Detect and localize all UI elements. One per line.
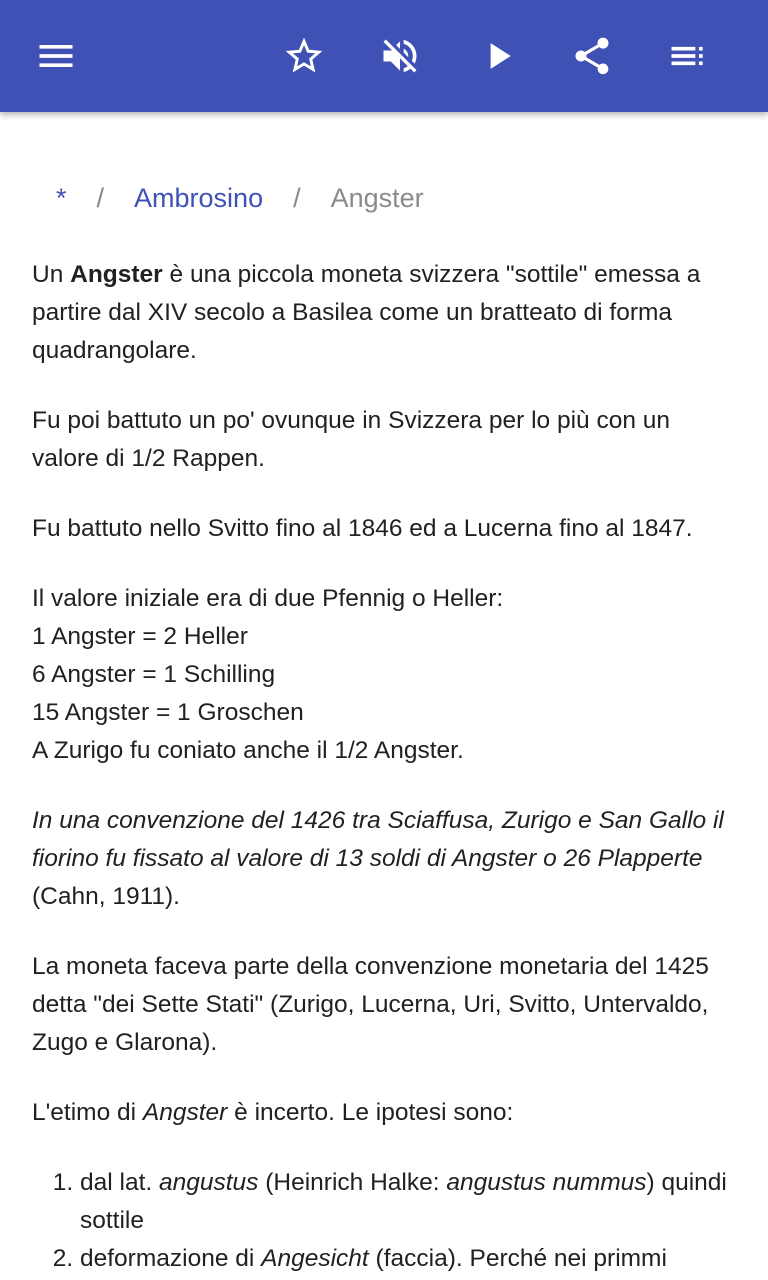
paragraph-intro: Un Angster è una piccola moneta svizzera "sottile" emessa a partire dal XIV secolo a Basilea come un bratteato di forma quadrangolare.	[32, 261, 701, 364]
breadcrumb-root-link[interactable]: *	[56, 182, 67, 213]
toc-button[interactable]	[660, 28, 716, 84]
share-icon	[570, 34, 614, 78]
article-body	[32, 256, 742, 1278]
breadcrumb-parent-link[interactable]: Ambrosino	[134, 182, 264, 213]
mute-button[interactable]	[372, 28, 428, 84]
app-toolbar	[0, 0, 768, 112]
menu-icon	[34, 34, 78, 78]
paragraph-convention-1426: In una convenzione del 1426 tra Sciaffusa, Zurigo e San Gallo il fiorino fu fissato al valore di 13 soldi di Angster o 26 Plapperte (Cahn, 1911).	[32, 807, 724, 910]
breadcrumb-separator: /	[96, 182, 105, 213]
term-angster: Angster	[70, 261, 163, 288]
paragraph-equivalences: Il valore iniziale era di due Pfennig o Heller: 1 Angster = 2 Heller 6 Angster = 1 Schilling 15 Angster = 1 Groschen A Zurigo fu coniato anche il 1/2 Angster.	[32, 585, 504, 764]
paragraph-minting: Fu battuto nello Svitto fino al 1846 ed a Lucerna fino al 1847.	[32, 515, 693, 542]
volume-off-icon	[378, 34, 422, 78]
paragraph-convention-1425: La moneta faceva parte della convenzione monetaria del 1425 detta "dei Sette Stati" (Zurigo, Lucerna, Uri, Svitto, Untervaldo, Zugo e Glarona).	[32, 953, 709, 1056]
bookmark-button[interactable]	[276, 28, 332, 84]
playlist-icon	[666, 34, 710, 78]
menu-button[interactable]	[28, 28, 84, 84]
play-icon	[476, 34, 520, 78]
etymology-list	[32, 1164, 742, 1278]
breadcrumb-separator: /	[293, 182, 301, 213]
share-button[interactable]	[564, 28, 620, 84]
paragraph-etymology: L'etimo di Angster è incerto. Le ipotesi sono:	[32, 1099, 514, 1126]
list-item: 2. deformazione di Angesicht (faccia). Perché nei primmi	[80, 1240, 742, 1278]
list-item: 1. dal lat. angustus (Heinrich Halke: angustus nummus) quindi sottile	[80, 1164, 742, 1240]
play-button[interactable]	[470, 28, 526, 84]
breadcrumb	[56, 178, 424, 218]
star-outline-icon	[282, 34, 326, 78]
breadcrumb-current: Angster	[330, 182, 424, 213]
paragraph-value: Fu poi battuto un po' ovunque in Svizzera per lo più con un valore di 1/2 Rappen.	[32, 407, 671, 472]
